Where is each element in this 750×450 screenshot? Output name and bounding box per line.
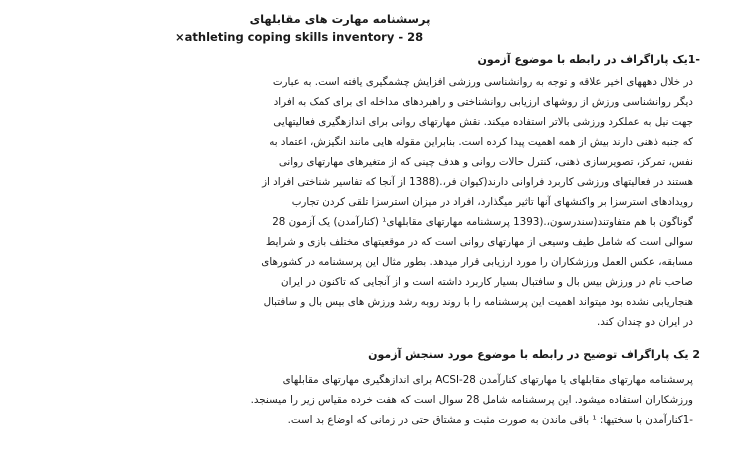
paragraph-line: هنجاریابی نشده بود میتواند اهمیت این پرسشنامه را با روند روبه رشد ورزش های بیس بال و سافتبال: [263, 296, 693, 308]
section1-paragraph: [86, 72, 693, 332]
paragraph-line: صاحب نام در ورزش بیس بال و سافتبال بسیار کاربرد داشته است و از آنجایی که تاکنون در ایران: [281, 276, 693, 288]
document-subtitle: ×athleting coping skills inventory - 28: [175, 30, 424, 44]
paragraph-line: سوالی است که شامل طیف وسیعی از مهارتهای روانی است که در موقعیتهای مختلف بازی و شرایط: [265, 236, 693, 248]
paragraph-line: دیگر روانشناسی ورزش از روشهای ارزیابی روانشناختی و راهبردهای مداخله ای برای کمک به افراد: [273, 96, 693, 108]
paragraph-line: پرسشنامه مهارتهای مقابلهای یا مهارتهای کنارآمدن ACSI-28 برای اندازهگیری مهارتهای مقابلهای: [282, 374, 693, 386]
paragraph-line: مسابقه، عکس العمل ورزشکاران را مورد ارزیابی قرار میدهد. بطور مثال این پرسشنامه در کشورهای: [261, 256, 693, 268]
section2-paragraph: [86, 370, 693, 430]
paragraph-line: نفس، تمرکز، تصویرسازی ذهنی، کنترل حالات روانی و هدف چینی که از متغیرهای مهارتهای روانی: [278, 156, 693, 168]
paragraph-line: هستند در فعالیتهای ورزشی کاربرد فراوانی دارند(کیوان فر،.(1388 از آنجا که تفاسیر شناختی افراد از: [262, 176, 693, 188]
section1-heading: -1یک پاراگراف در رابطه با موضوع آزمون: [477, 53, 700, 66]
paragraph-line: که جنبه ذهنی دارند بیش از همه اهمیت پیدا کرده است. بنابراین مقوله هایی مانند انگیزش، اعتماد به: [269, 136, 693, 148]
paragraph-line: ورزشکاران استفاده میشود. این پرسشنامه شامل 28 سوال است که هفت خرده مقیاس زیر را میسنجد.: [250, 394, 693, 406]
paragraph-line: رویدادهای استرسزا بر واکنشهای آنها تاثیر میگذارد، افراد در میزان استرسزا تلقی کردن تجارب: [291, 196, 693, 208]
paragraph-line: در ایران دو چندان کند.: [596, 316, 693, 328]
document-title: پرسشنامه مهارت های مقابلهای: [249, 12, 431, 26]
paragraph-line: در خلال دهههای اخیر علاقه و توجه به روانشناسی ورزشی افزایش چشمگیری یافته است. به عبارت: [272, 76, 693, 88]
paragraph-line: گوناگون با هم متفاوتند(سندرسون،.(1393 پرسشنامه مهارتهای مقابلهای¹ (کنارآمدن) یک آزمون 28: [272, 216, 693, 228]
paragraph-line: -1کنارآمدن با سختیها: ¹ باقی ماندن به صورت مثبت و مشتاق حتی در زمانی که اوضاع بد است.: [287, 414, 693, 426]
section2-heading: 2 یک پاراگراف توضیح در رابطه با موضوع مورد سنجش آزمون: [368, 348, 700, 361]
paragraph-line: جهت نیل به عملکرد ورزشی بالاتر استفاده میکند. نقش مهارتهای روانی برای اندازهگیری فعالیتهایی: [273, 116, 693, 128]
